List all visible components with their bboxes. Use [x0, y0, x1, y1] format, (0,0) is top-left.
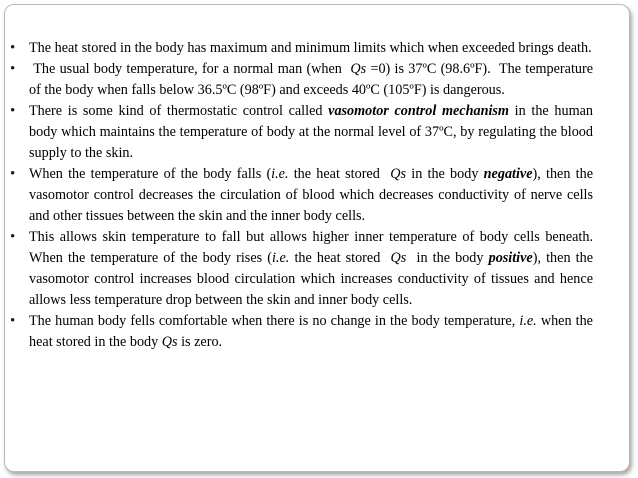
bullet-text: ), then the vasomotor control increases blood circulation which increases conductivity of tissues and hence allows less temperature drop between the skin and inner body cells. — [29, 250, 593, 308]
bullet-text: when the heat stored in the body — [29, 313, 593, 350]
bullet-text: the heat stored — [289, 250, 391, 266]
bullet-text: When the temperature of the body falls ( — [29, 166, 272, 182]
bullet-point-icon: • — [10, 103, 16, 119]
italic-term: Qs — [390, 166, 407, 182]
bullet-text: the heat stored — [288, 166, 391, 182]
italic-term: i.e. — [519, 313, 537, 329]
bullet-point-icon: • — [10, 40, 16, 56]
bullet-point-icon: • — [10, 313, 16, 329]
emphasized-term: negative — [483, 166, 533, 182]
bullet-point-icon: • — [10, 229, 16, 245]
italic-term: i.e. — [271, 166, 289, 182]
italic-term: Qs — [350, 61, 367, 77]
emphasized-term: positive — [488, 250, 533, 266]
bullet-item — [10, 227, 593, 311]
bullet-text: This allows skin temperature to fall but allows higher inner temperature of body cells beneath. When the temperature of the body rises ( — [29, 229, 593, 266]
bullet-text: in the body — [406, 166, 484, 182]
bullet-item — [10, 101, 594, 164]
bullet-text: The human body fells comfortable when there is no change in the body temperature, — [29, 313, 520, 329]
bullet-text: in the body — [406, 250, 489, 266]
bullet-item — [10, 311, 593, 353]
slide-frame — [4, 4, 630, 472]
bullet-text: =0) is 37ºC (98.6ºF). The temperature of the body when falls below 36.5ºC (98ºF) and exceeds 40ºC (105ºF) is dangerous. — [29, 61, 593, 98]
bullet-item — [10, 38, 593, 59]
bullet-text: in the human body which maintains the temperature of body at the normal level of 37ºC, by regulating the blood supply to the skin. — [29, 103, 594, 161]
bullet-item — [10, 164, 593, 227]
bullet-list — [10, 38, 594, 353]
italic-term: i.e. — [271, 250, 290, 266]
bullet-text: ), then the vasomotor control decreases the circulation of blood which decreases conductivity of nerve cells and other tissues between the skin and the inner body cells. — [29, 166, 593, 224]
bullet-point-icon: • — [10, 61, 16, 77]
bullet-text: There is some kind of thermostatic control called — [29, 103, 329, 119]
bullet-point-icon: • — [10, 166, 16, 182]
italic-term: Qs — [161, 334, 178, 350]
bullet-text: The usual body temperature, for a normal man (when — [29, 61, 351, 77]
bullet-item — [10, 59, 593, 101]
bullet-text: The heat stored in the body has maximum and minimum limits which when exceeded brings death. — [29, 40, 592, 56]
italic-term: Qs — [390, 250, 407, 266]
bullet-text: is zero. — [177, 334, 223, 350]
emphasized-term: vasomotor control mechanism — [328, 103, 509, 119]
